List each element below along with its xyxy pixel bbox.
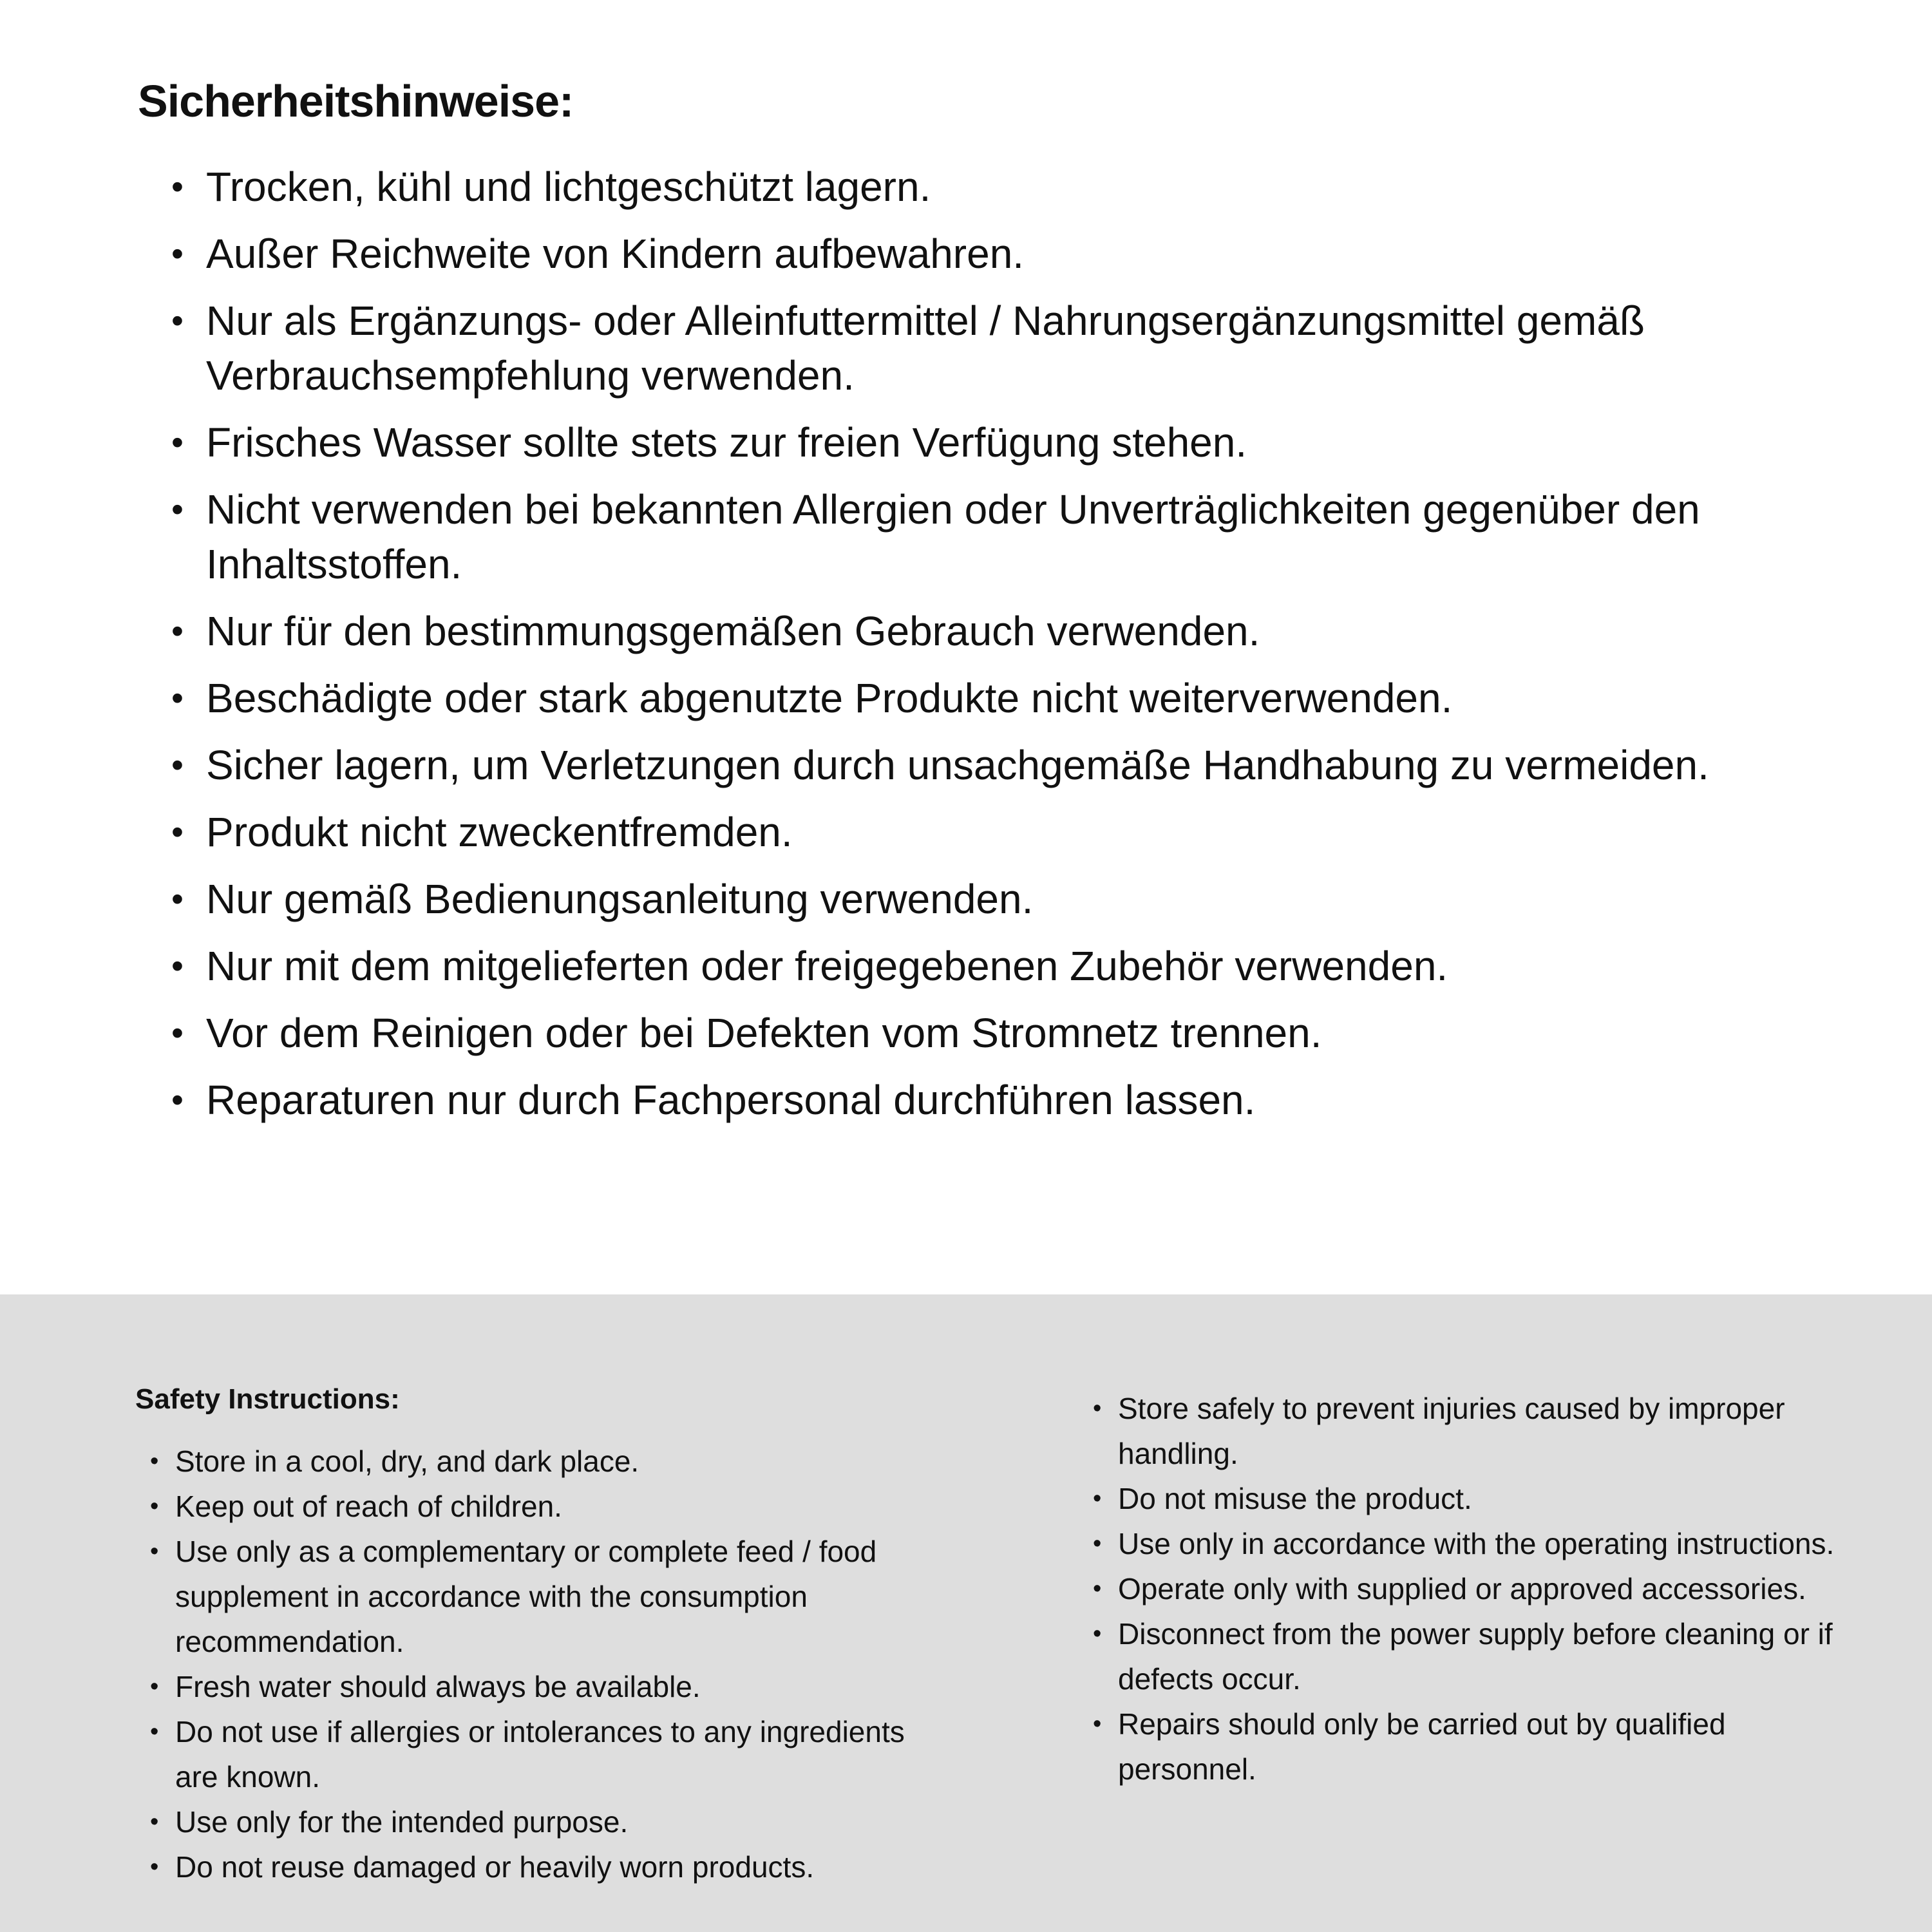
item-text: Use only for the intended purpose. [175, 1805, 629, 1839]
bullet-icon: • [171, 234, 184, 273]
item-text: Sicher lagern, um Verletzungen durch unsachgemäße Handhabung zu vermeiden. [206, 742, 1709, 788]
bullet-icon: • [150, 1493, 159, 1520]
list-item [135, 1529, 909, 1664]
item-text: Keep out of reach of children. [175, 1490, 562, 1523]
list-item [138, 1073, 1765, 1128]
bullet-icon: • [171, 301, 184, 340]
list-item [138, 294, 1765, 403]
list-item [138, 415, 1765, 470]
item-text: Nur für den bestimmungsgemäßen Gebrauch verwenden. [206, 608, 1260, 654]
english-right-column [1078, 1379, 1852, 1792]
item-text: Nur mit dem mitgelieferten oder freigegebenen Zubehör verwenden. [206, 943, 1448, 989]
item-text: Disconnect from the power supply before cleaning or if defects occur. [1118, 1617, 1833, 1696]
bullet-icon: • [171, 813, 184, 851]
list-item [138, 1006, 1765, 1061]
list-item [138, 939, 1765, 994]
list-item [135, 1844, 909, 1889]
item-text: Store safely to prevent injuries caused by improper handling. [1118, 1392, 1785, 1470]
bullet-icon: • [1093, 1620, 1102, 1647]
bullet-icon: • [1093, 1485, 1102, 1512]
english-left-list [135, 1439, 909, 1889]
list-item [1078, 1701, 1852, 1792]
bullet-icon: • [171, 167, 184, 206]
bullet-icon: • [150, 1448, 159, 1475]
german-heading: Sicherheitshinweise: [138, 76, 574, 126]
list-item [1078, 1386, 1852, 1476]
item-text: Vor dem Reinigen oder bei Defekten vom Stromnetz trennen. [206, 1010, 1322, 1056]
german-safety-list [138, 160, 1765, 1128]
list-item [138, 671, 1765, 726]
bullet-icon: • [171, 1081, 184, 1119]
list-item [138, 160, 1765, 214]
item-text: Fresh water should always be available. [175, 1670, 701, 1703]
list-item [1078, 1476, 1852, 1521]
bullet-icon: • [171, 746, 184, 784]
bullet-icon: • [1093, 1710, 1102, 1738]
bullet-icon: • [171, 1014, 184, 1052]
item-text: Produkt nicht zweckentfremden. [206, 809, 793, 855]
bullet-icon: • [1093, 1575, 1102, 1602]
bullet-icon: • [150, 1808, 159, 1835]
bullet-icon: • [150, 1673, 159, 1700]
list-item [138, 227, 1765, 281]
item-text: Nur gemäß Bedienungsanleitung verwenden. [206, 876, 1034, 922]
item-text: Do not misuse the product. [1118, 1482, 1472, 1515]
list-item [1078, 1566, 1852, 1611]
item-text: Use only in accordance with the operating instructions. [1118, 1527, 1835, 1560]
list-item [138, 738, 1765, 793]
bullet-icon: • [171, 880, 184, 918]
list-item [135, 1799, 909, 1844]
list-item [135, 1709, 909, 1799]
item-text: Nicht verwenden bei bekannten Allergien oder Unverträglichkeiten gegenüber den Inhaltsstoffen. [206, 486, 1700, 587]
list-item [135, 1484, 909, 1529]
bullet-icon: • [1093, 1530, 1102, 1557]
list-item [138, 482, 1765, 592]
item-text: Trocken, kühl und lichtgeschützt lagern. [206, 164, 931, 210]
bullet-icon: • [171, 947, 184, 985]
item-text: Do not reuse damaged or heavily worn products. [175, 1850, 815, 1884]
list-item [135, 1664, 909, 1709]
bullet-icon: • [171, 612, 184, 650]
list-item [138, 805, 1765, 860]
bullet-icon: • [150, 1718, 159, 1745]
list-item [138, 872, 1765, 927]
bullet-icon: • [171, 679, 184, 717]
item-text: Do not use if allergies or intolerances to any ingredients are known. [175, 1715, 905, 1794]
bullet-icon: • [171, 423, 184, 462]
list-item [1078, 1521, 1852, 1566]
item-text: Frisches Wasser sollte stets zur freien Verfügung stehen. [206, 419, 1247, 466]
item-text: Reparaturen nur durch Fachpersonal durchführen lassen. [206, 1077, 1256, 1123]
list-item [135, 1439, 909, 1484]
bullet-icon: • [1093, 1395, 1102, 1422]
bullet-icon: • [150, 1538, 159, 1565]
item-text: Repairs should only be carried out by qualified personnel. [1118, 1707, 1726, 1786]
item-text: Use only as a complementary or complete feed / food supplement in accordance with the consumption recommendation. [175, 1535, 877, 1658]
item-text: Außer Reichweite von Kindern aufbewahren. [206, 231, 1025, 277]
bullet-icon: • [171, 490, 184, 529]
list-item [1078, 1611, 1852, 1701]
english-left-column [135, 1379, 909, 1889]
list-item [138, 604, 1765, 659]
item-text: Store in a cool, dry, and dark place. [175, 1444, 639, 1478]
english-heading: Safety Instructions: [135, 1383, 400, 1415]
bullet-icon: • [150, 1853, 159, 1880]
item-text: Operate only with supplied or approved accessories. [1118, 1572, 1806, 1605]
english-right-list [1078, 1386, 1852, 1792]
item-text: Beschädigte oder stark abgenutzte Produkte nicht weiterverwenden. [206, 675, 1453, 721]
english-safety-panel [0, 1294, 1932, 1932]
item-text: Nur als Ergänzungs- oder Alleinfuttermittel / Nahrungsergänzungsmittel gemäß Verbrauchsempfehlung verwenden. [206, 298, 1645, 399]
